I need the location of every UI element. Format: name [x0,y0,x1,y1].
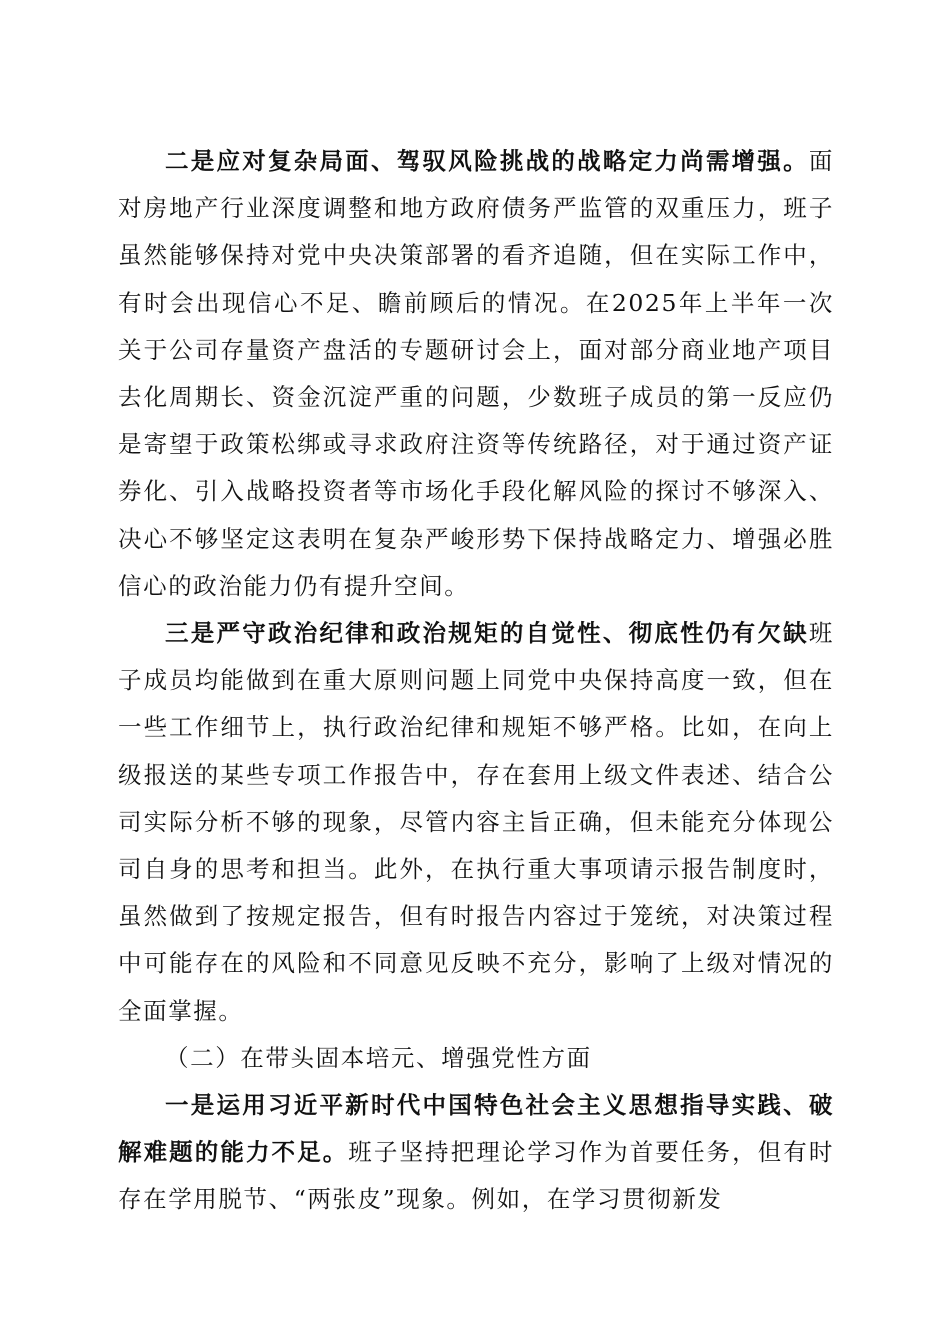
paragraph-theory-practice [118,1082,834,1224]
paragraph-political-discipline [118,610,834,1035]
paragraph-lead: 一是运用习近平新时代中国特色社会主义思想指导实践、破解难题的能力不足。 [118,1091,834,1167]
paragraph-strategic-focus [118,138,834,610]
paragraph-body: 班子成员均能做到在重大原则问题上同党中央保持高度一致，但在一些工作细节上，执行政治纪律和规矩不够严格。比如，在向上级报送的某些专项工作报告中，存在套用上级文件表述、结合公司实际分析不够的现象，尽管内容主旨正确，但未能充分体现公司自身的思考和担当。此外，在执行重大事项请示报告制度时，虽然做到了按规定报告，但有时报告内容过于笼统，对决策过程中可能存在的风险和不同意见反映不充分，影响了上级对情况的全面掌握。 [118,619,834,1025]
document-page [118,138,834,1224]
paragraph-body: 班子坚持把理论学习作为首要任务，但有时存在学用脱节、“两张皮”现象。例如，在学习贯彻新发 [118,1138,834,1214]
paragraph-body: 面对房地产行业深度调整和地方政府债务严监管的双重压力，班子虽然能够保持对党中央决策部署的看齐追随，但在实际工作中，有时会出现信心不足、瞻前顾后的情况。在2025年上半年一次关于公司存量资产盘活的专题研讨会上，面对部分商业地产项目去化周期长、资金沉淀严重的问题，少数班子成员的第一反应仍是寄望于政策松绑或寻求政府注资等传统路径，对于通过资产证券化、引入战略投资者等市场化手段化解风险的探讨不够深入、决心不够坚定这表明在复杂严峻形势下保持战略定力、增强必胜信心的政治能力仍有提升空间。 [118,147,834,600]
paragraph-lead: 二是应对复杂局面、驾驭风险挑战的战略定力尚需增强。 [165,147,809,175]
paragraph-lead: 三是严守政治纪律和政治规矩的自觉性、彻底性仍有欠缺 [165,619,809,648]
section-heading: （二）在带头固本培元、增强党性方面 [165,1043,592,1072]
